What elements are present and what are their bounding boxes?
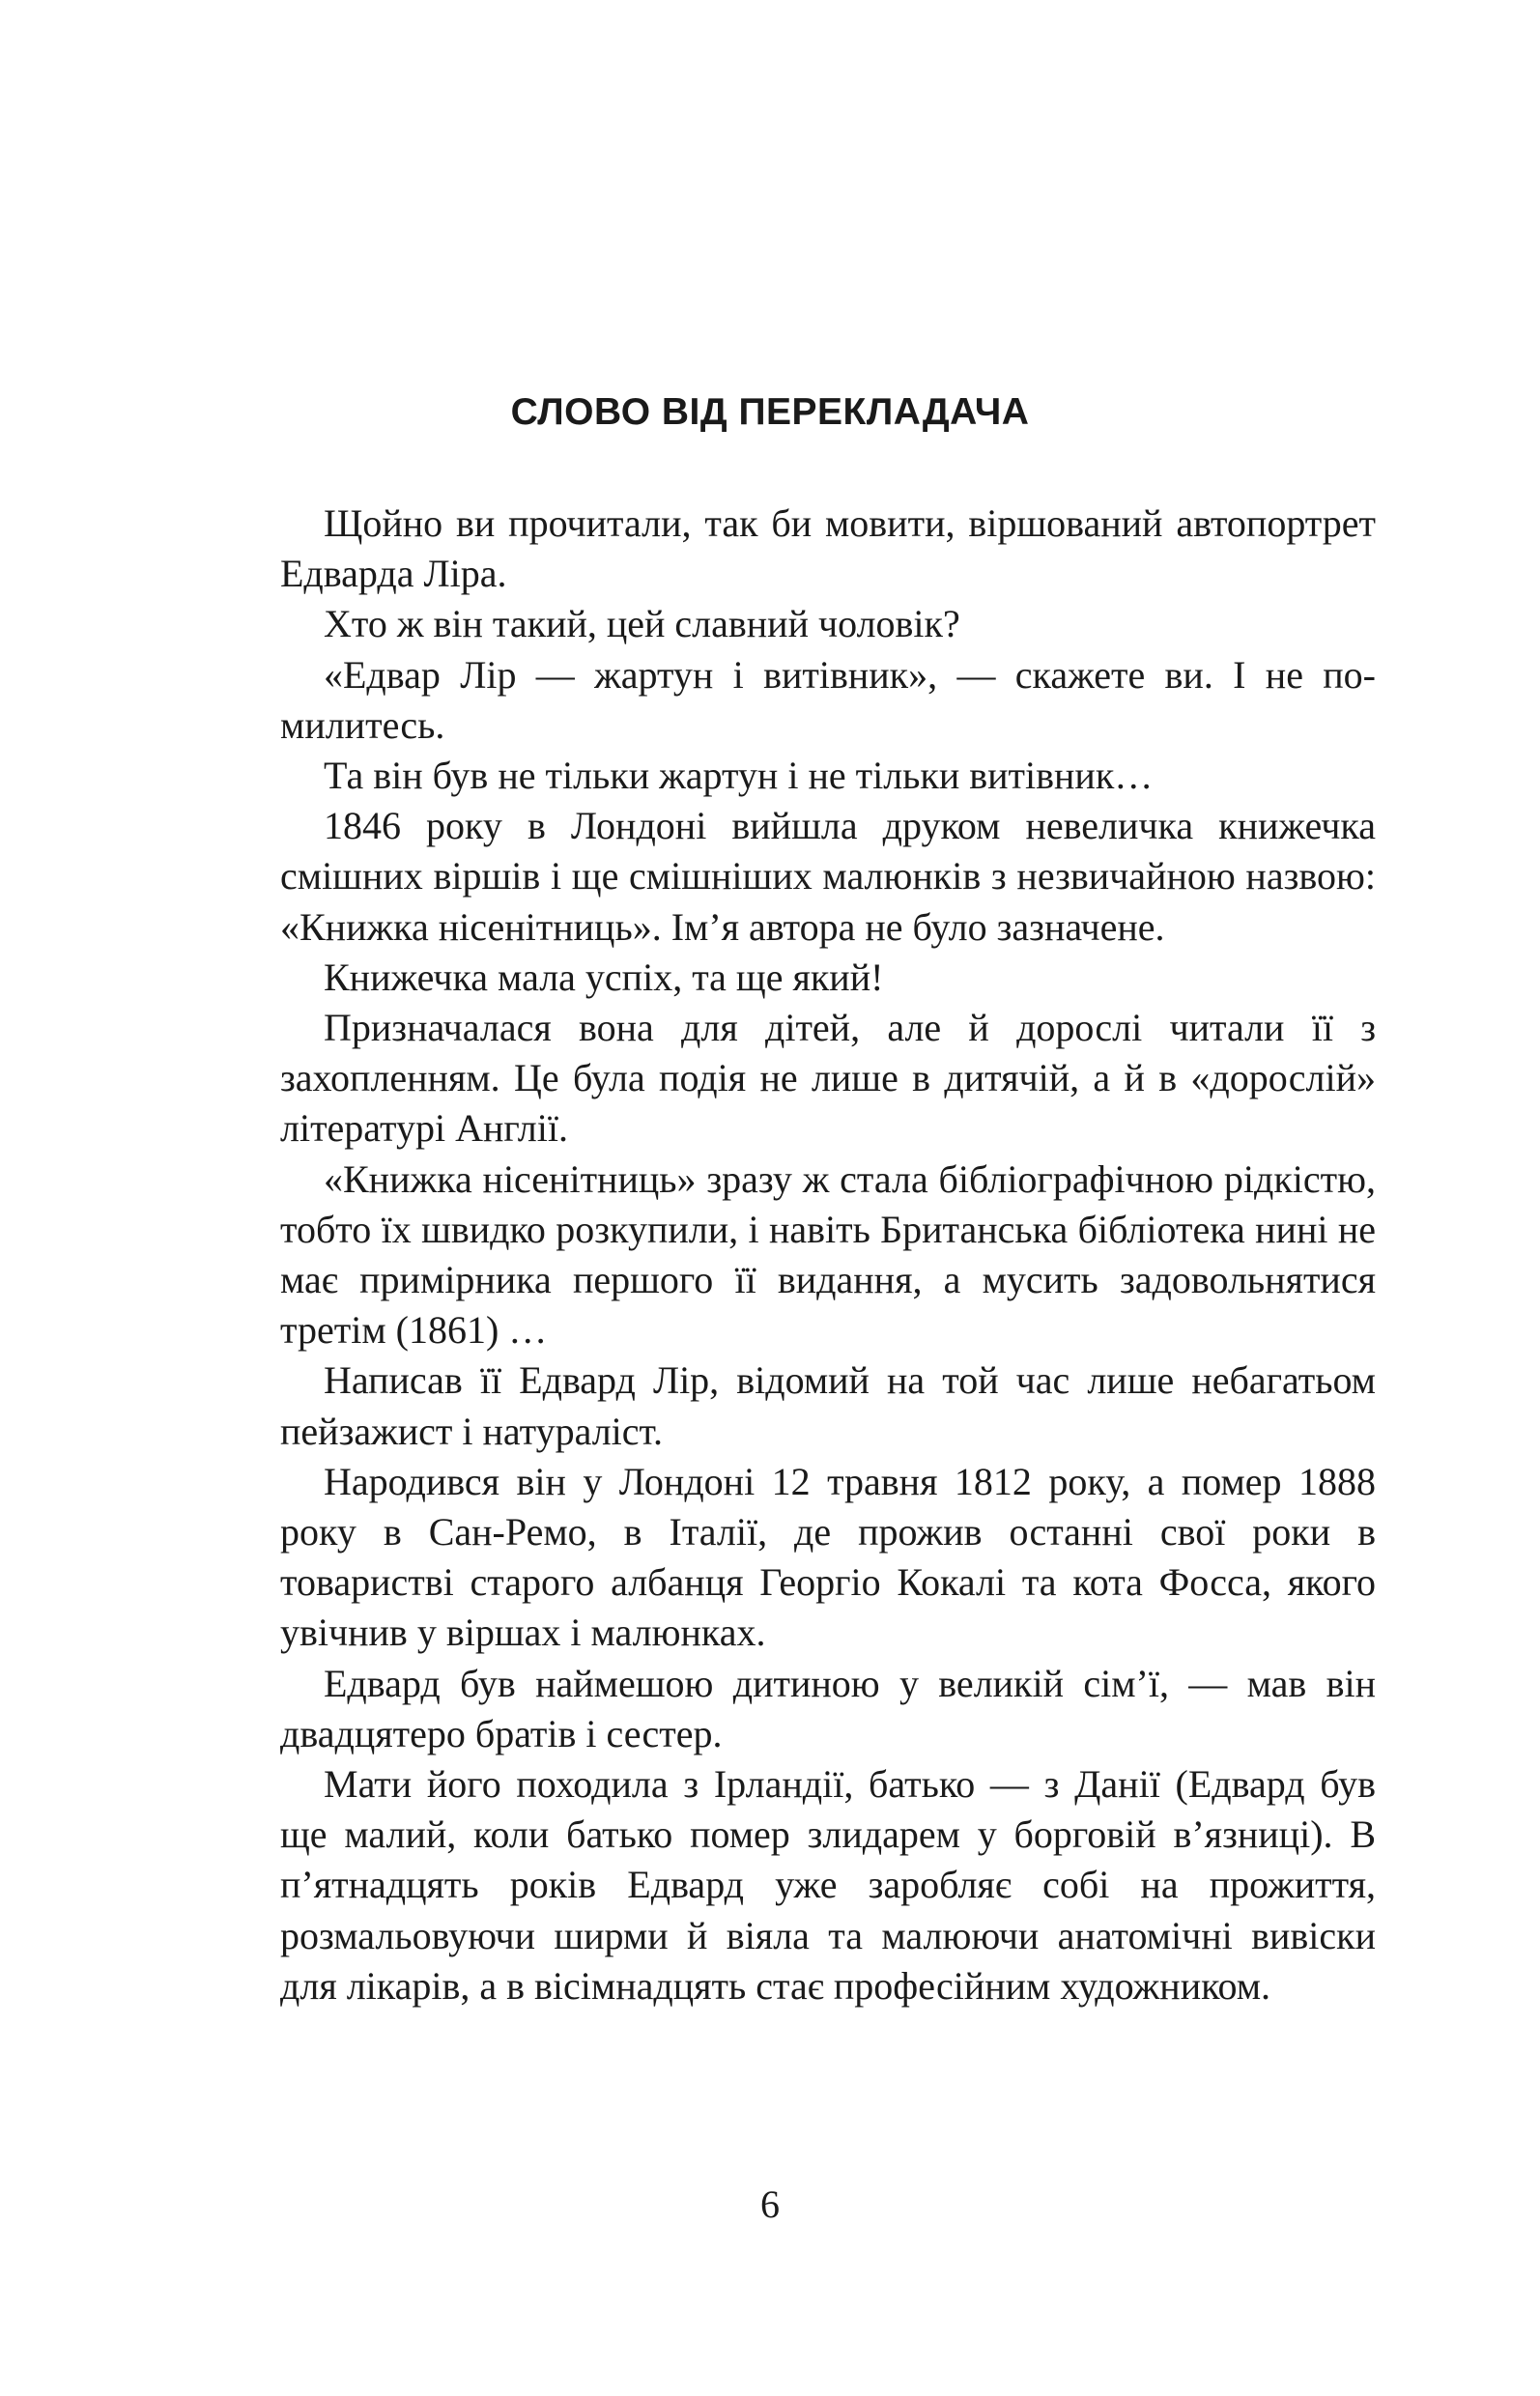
body-text bbox=[280, 499, 1376, 2011]
paragraph-5: 1846 року в Лондоні вийшла друком невеличка книжечка смішних віршів і ще смішніших малюнків з незвичайною назвою: «Книжка нісенітниць». Ім’я автора не було зазначене. bbox=[280, 804, 1376, 949]
chapter-title: СЛОВО ВІД ПЕРЕКЛАДАЧА bbox=[510, 391, 1030, 433]
paragraph-4: Та він був не тільки жартун і не тільки витівник… bbox=[324, 754, 1154, 798]
paragraph-12: Мати його походила з Ірландії, батько — з Данії (Едвард був ще малий, коли батько помер злидарем у борговій в’язниці). В п’ятнадцять років Едвард уже заробляє собі на прожиття, розмальовуючи ширми й віяла та малюючи анатомічні вивіски для лікарів, а в вісімнадцять стає професійним художником. bbox=[280, 1762, 1376, 2008]
paragraph-7: Призначалася вона для дітей, але й дорослі читали її з захопленням. Це була подія не лише в дитячій, а й в «дорослій» літературі Англії. bbox=[280, 1006, 1376, 1151]
paragraph-10: Народився він у Лондоні 12 травня 1812 року, а помер 1888 року в Сан-Ремо, в Італії, де прожив останні свої роки в товаристві старого албанця Георгіо Кокалі та кота Фосса, якого увічнив у віршах і малюнках. bbox=[280, 1459, 1376, 1655]
paragraph-1: Щойно ви прочитали, так би мовити, віршований автопортрет Едварда Ліра. bbox=[280, 501, 1376, 596]
paragraph-6: Книжечка мала успіх, та ще який! bbox=[324, 955, 884, 999]
paragraph-9: Написав її Едвард Лір, відомий на той час лише небагатьом пейзажист і натураліст. bbox=[280, 1358, 1376, 1453]
paragraph-2: Хто ж він такий, цей славний чоловік? bbox=[324, 602, 960, 646]
page-number: 6 bbox=[760, 2182, 780, 2226]
paragraph-3: «Едвар Лір — жартун і витівник», — скажете ви. І не помилитесь. bbox=[280, 652, 1376, 747]
paragraph-11: Едвард був наймешою дитиною у великій сім’ї, — мав він двадцятеро братів і сестер. bbox=[280, 1661, 1376, 1755]
paragraph-8: «Книжка нісенітниць» зразу ж стала бібліографічною рідкістю, тобто їх швидко розкупили, і навіть Британська бібліотека нині не має примірника першого її видання, а мусить задовольнятися третім (1861) … bbox=[280, 1156, 1376, 1353]
